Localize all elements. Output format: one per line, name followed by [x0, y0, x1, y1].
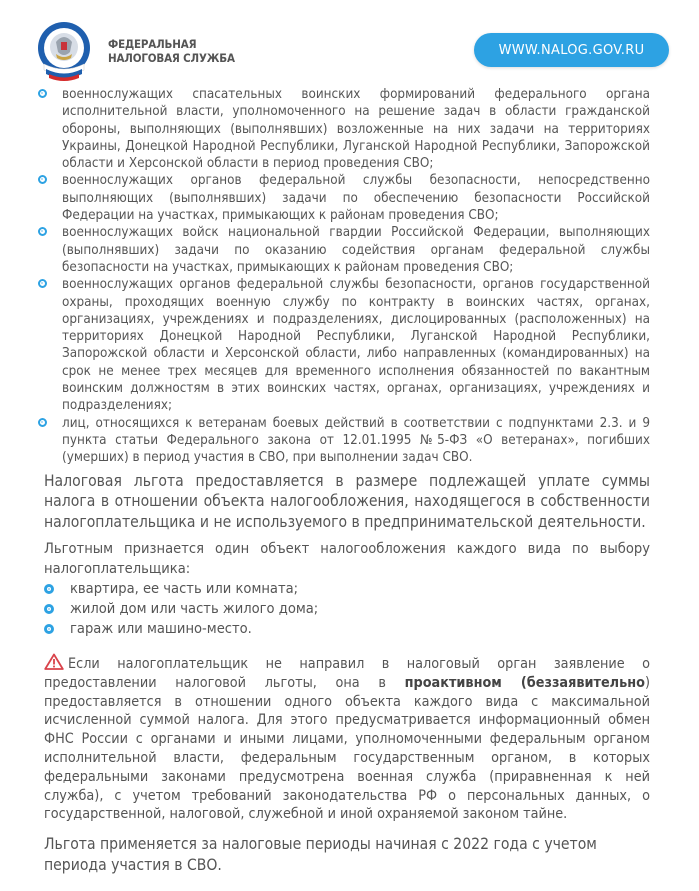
warning-icon [44, 653, 64, 670]
list-item: гараж или машино-место. [44, 619, 650, 639]
fns-emblem-logo [36, 20, 92, 82]
bullet-icon [38, 418, 47, 427]
document-content [38, 86, 650, 891]
list-item: жилой дом или часть жилого дома; [44, 599, 650, 619]
benefit-amount-paragraph: Налоговая льгота предоставляется в размере подлежащей уплате суммы налога в отношении объекта налогообложения, находящегося в собственности налогоплательщика и не используемого в предпринимательской деятельности. [44, 471, 650, 531]
bullet-icon [44, 624, 54, 634]
page-header [0, 0, 699, 88]
brand-line-2: НАЛОГОВАЯ СЛУЖБА [108, 51, 235, 65]
list-item: военнослужащих спасательных воинских формирований федерального органа исполнительной власти, уполномоченного на решение задач в области гражданской обороны, выполняющих (выполнявших) возложенные на них задачи на территориях Украины, Донецкой Народной Республики, Луганской Народной Республики, Запорожской области и Херсонской области в период проведения СВО; [38, 86, 650, 172]
bullet-icon [38, 175, 47, 184]
list-item: военнослужащих органов федеральной службы безопасности, непосредственно выполняющих (выполнявших) задачи по обеспечению безопасности Российской Федерации на участках, примыкающих к районам проведения СВО; [38, 172, 650, 224]
property-objects-list [38, 579, 650, 639]
proactive-emphasis: проактивном (беззаявительно [404, 674, 645, 691]
benefit-object-paragraph: Льготным признается один объект налогообложения каждого вида по выбору налогоплательщика: [44, 540, 650, 578]
list-item: лиц, относящихся к ветеранам боевых действий в соответствии с подпунктами 2.3. и 9 пункта статьи Федерального закона от 12.01.1995 №5-ФЗ «О ветеранах», погибших (умерших) в период участия в СВО, при выполнении задач СВО. [38, 415, 650, 467]
bullet-icon [44, 584, 54, 594]
bullet-icon [38, 227, 47, 236]
list-item: военнослужащих органов федеральной службы безопасности, органов государственной охраны, проходящих военную службу по контракту в воинских частях, органах, организациях, учреждениях и подразделениях, дислоцированных (расположенных) на территориях Донецкой Народной Республики, Луганской Народной Республики, Запорожской области и Херсонской области, либо направленных (командированных) на срок не менее трех месяцев для временного исполнения обязанностей по вакантным воинским должностям в этих воинских частях, органах, организациях, учреждениях и подразделениях; [38, 276, 650, 414]
proactive-benefit-notice: Если налогоплательщик не направил в налоговый орган заявление о предоставлении налоговой льготы, она в проактивном (беззаявительно) предоставляется в отношении одного объекта каждого вида с максимальной исчисленной суммой налога. Для этого предусматривается информационный обмен ФНС России с органами и иными лицами, уполномоченными федеральным органом исполнительной власти, федеральным государственным органом, в которых федеральными законами предусмотрена военная служба (приравненная к ней служба), с учетом требований законодательства РФ о персональных данных, о государственной, налоговой, служебной и иной охраняемой законом тайне. [38, 653, 650, 824]
brand-line-1: ФЕДЕРАЛЬНАЯ [108, 37, 197, 51]
benefit-period-paragraph: Льгота применяется за налоговые периоды начиная с 2022 года с учетом периода участия в СВО. [44, 835, 597, 874]
list-item: военнослужащих войск национальной гвардии Российской Федерации, выполняющих (выполнявших) задачи по оказанию содействия органам федеральной службы безопасности на участках, примыкающих к районам проведения СВО; [38, 224, 650, 276]
bullet-icon [44, 604, 54, 614]
website-link-button[interactable]: WWW.NALOG.GOV.RU [474, 33, 669, 67]
eligible-persons-list [38, 86, 650, 467]
bullet-icon [38, 279, 47, 288]
brand-name [108, 37, 235, 65]
list-item: квартира, ее часть или комната; [44, 579, 650, 599]
bullet-icon [38, 89, 47, 98]
